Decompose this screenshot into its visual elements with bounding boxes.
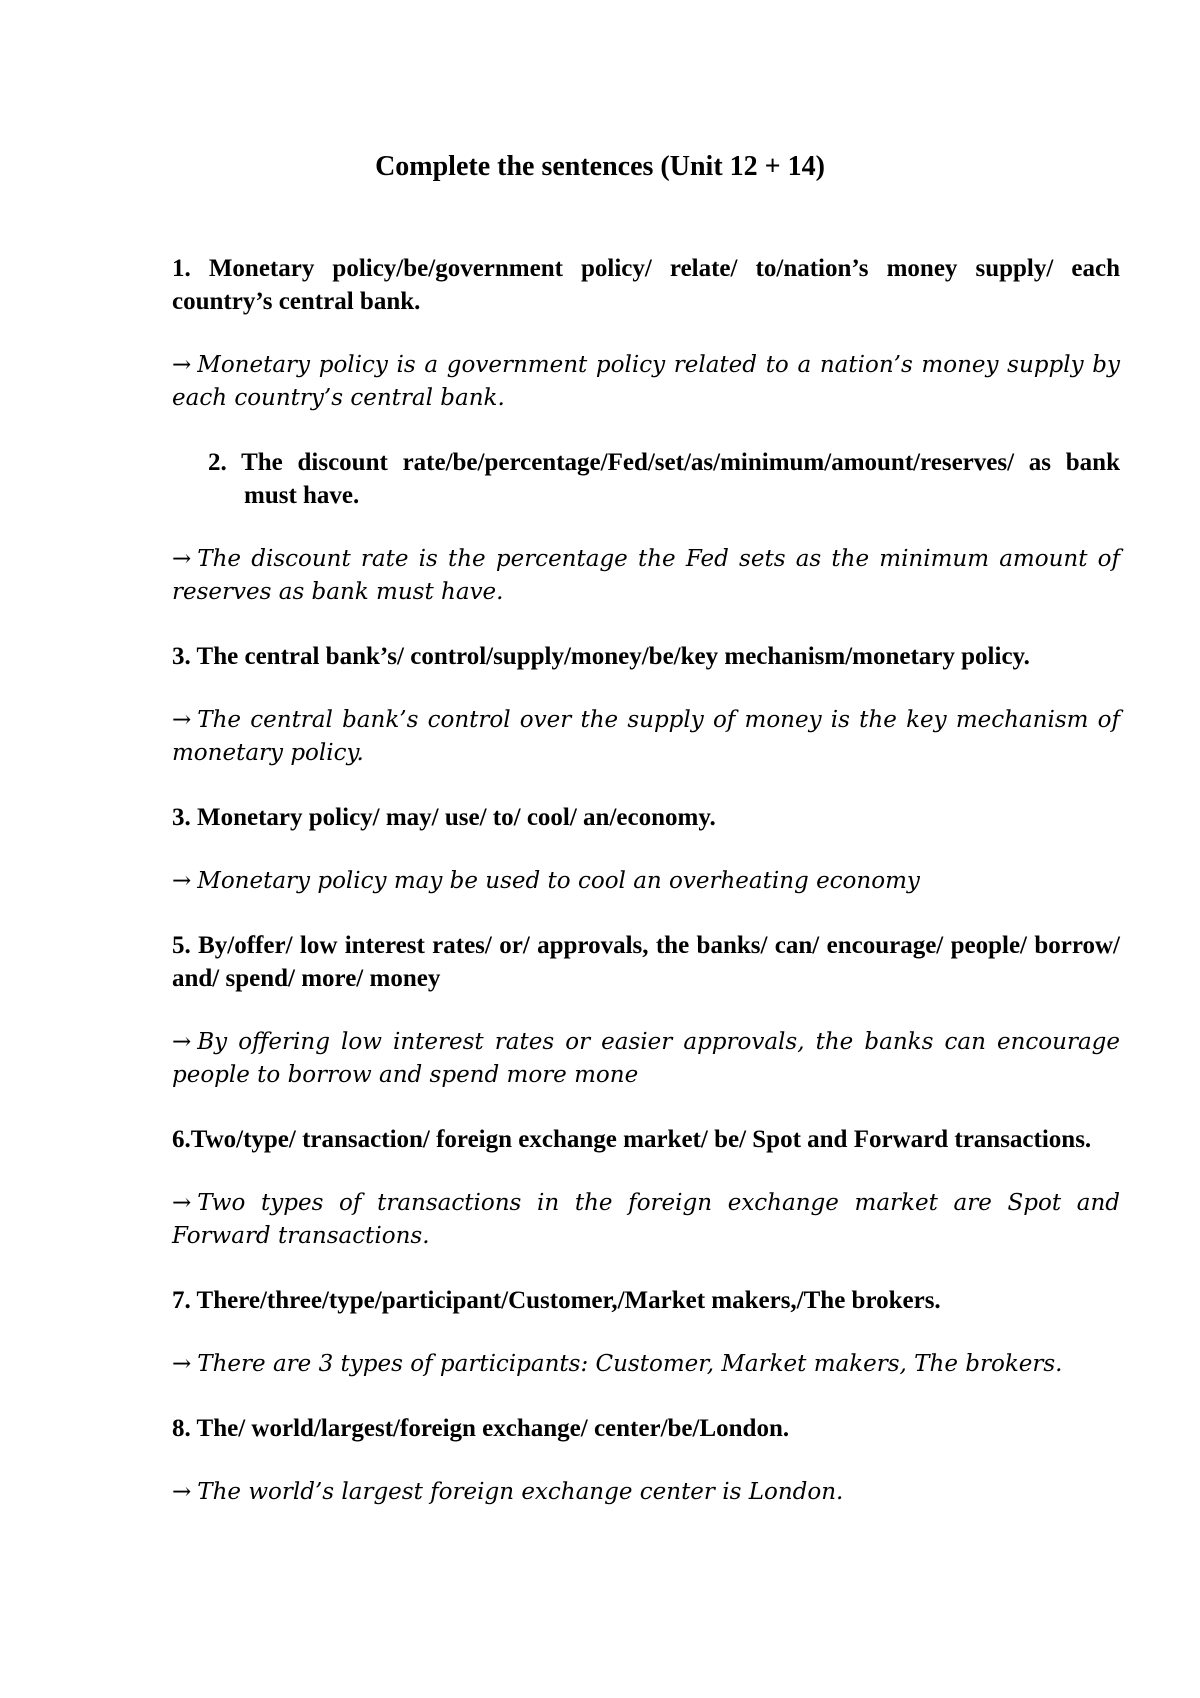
- answer-text: By offering low interest rates or easier approvals, the banks can encourage people to borrow and spend more mone: [172, 1029, 1120, 1088]
- exercise-answer-7: [172, 1348, 1120, 1381]
- exercise-answer-8: [172, 1476, 1120, 1509]
- exercise-answer-1: [172, 349, 1120, 415]
- answer-text: There are 3 types of participants: Customer, Market makers, The brokers.: [197, 1351, 1063, 1377]
- arrow-icon: →: [172, 707, 192, 733]
- arrow-icon: →: [172, 352, 192, 378]
- exercise-answer-2: [172, 543, 1120, 609]
- exercise-list: [172, 252, 1120, 1509]
- exercise-prompt-1: 1. Monetary policy/be/government policy/ relate/ to/nation’s money supply/ each country’s central bank.: [172, 255, 1120, 315]
- arrow-icon: →: [172, 1351, 192, 1377]
- exercise-prompt-3: 3. The central bank’s/ control/supply/money/be/key mechanism/monetary policy.: [172, 643, 1030, 670]
- exercise-answer-6: [172, 1187, 1120, 1253]
- exercise-prompt-5: 5. By/offer/ low interest rates/ or/ approvals, the banks/ can/ encourage/ people/ borrow/ and/ spend/ more/ money: [172, 932, 1120, 992]
- exercise-prompt-7: 7. There/three/type/participant/Customer,/Market makers,/The brokers.: [172, 1287, 941, 1314]
- answer-text: The central bank’s control over the supply of money is the key mechanism of monetary policy.: [172, 707, 1120, 766]
- arrow-icon: →: [172, 868, 192, 894]
- exercise-answer-3: [172, 704, 1120, 770]
- item-number: 2.: [208, 449, 227, 476]
- exercise-prompt-8: 8. The/ world/largest/foreign exchange/ center/be/London.: [172, 1415, 790, 1442]
- prompt-text: The discount rate/be/percentage/Fed/set/as/minimum/amount/reserves/ as bank must have.: [241, 449, 1120, 509]
- arrow-icon: →: [172, 546, 192, 572]
- answer-text: Two types of transactions in the foreign exchange market are Spot and Forward transactions.: [172, 1190, 1120, 1249]
- answer-text: The discount rate is the percentage the Fed sets as the minimum amount of reserves as bank must have.: [172, 546, 1120, 605]
- exercise-prompt-2: [172, 446, 1120, 512]
- arrow-icon: →: [172, 1479, 192, 1505]
- exercise-answer-5: [172, 1026, 1120, 1092]
- answer-text: Monetary policy is a government policy related to a nation’s money supply by each country’s central bank.: [172, 352, 1120, 411]
- answer-text: The world’s largest foreign exchange center is London.: [197, 1479, 844, 1505]
- exercise-prompt-4: 3. Monetary policy/ may/ use/ to/ cool/ an/economy.: [172, 804, 716, 831]
- arrow-icon: →: [172, 1190, 192, 1216]
- exercise-prompt-6: 6.Two/type/ transaction/ foreign exchange market/ be/ Spot and Forward transactions.: [172, 1126, 1092, 1153]
- page-title: Complete the sentences (Unit 12 + 14): [375, 151, 825, 182]
- arrow-icon: →: [172, 1029, 192, 1055]
- exercise-answer-4: [172, 865, 1120, 898]
- answer-text: Monetary policy may be used to cool an overheating economy: [197, 868, 920, 894]
